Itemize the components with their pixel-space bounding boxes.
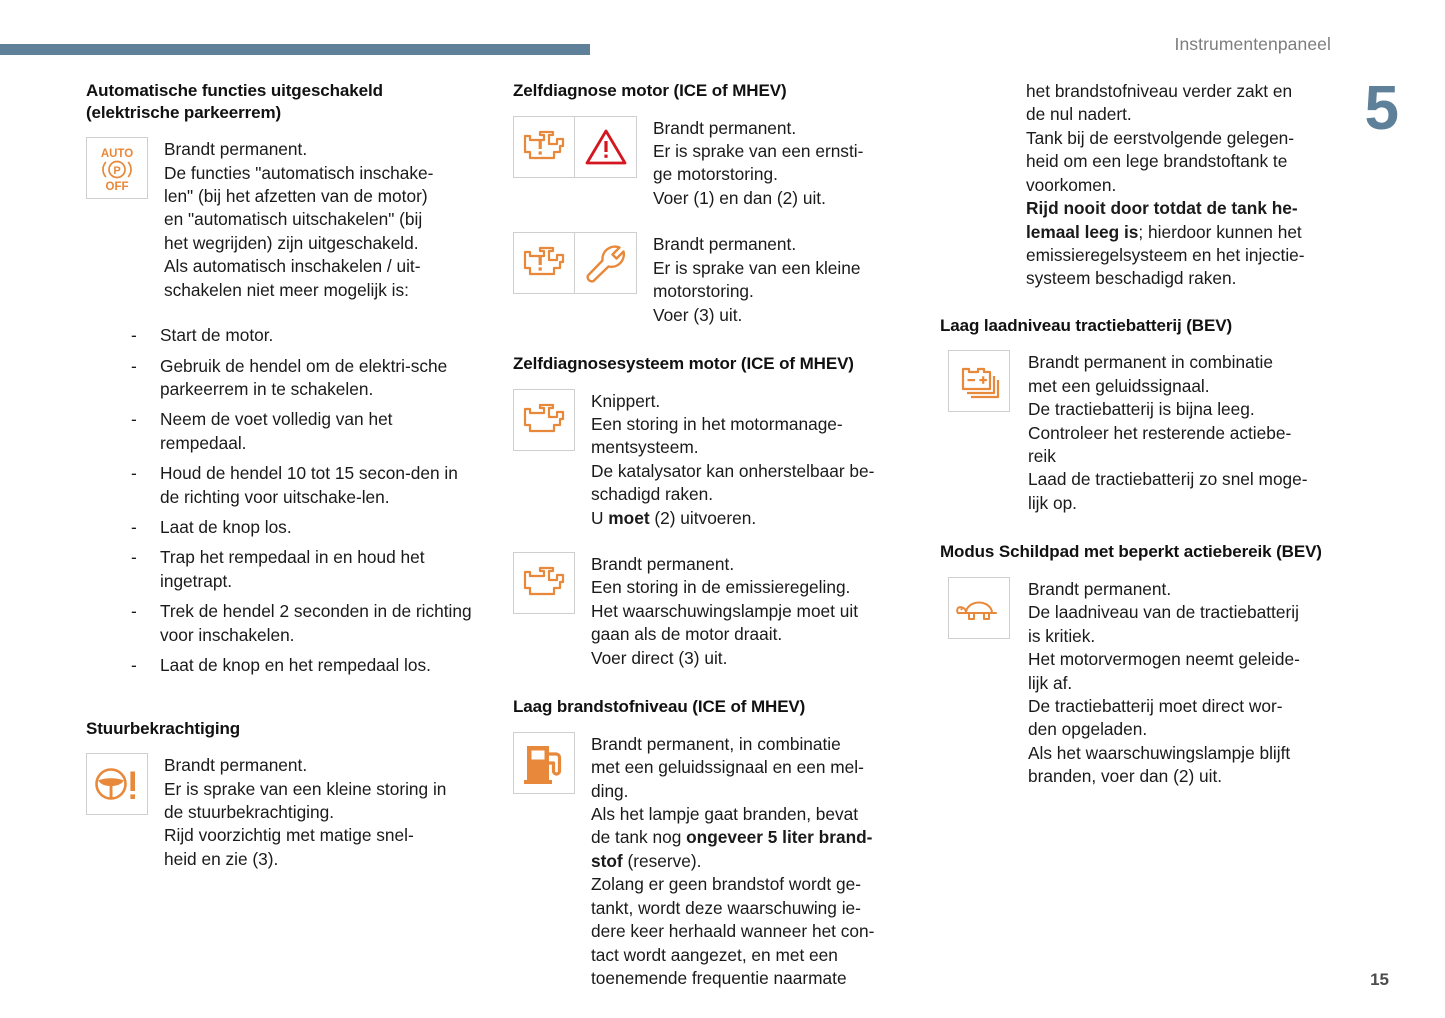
column-2 [513, 80, 903, 1016]
text-segment: de tank nog [591, 827, 687, 848]
list-marker: - [131, 655, 137, 676]
list-item-label: Neem de voet volledig van het rempedaal. [160, 409, 393, 453]
section-title [940, 541, 1330, 563]
list-item-label: Gebruik de hendel om de elektri-sche parkeerrem in te schakelen. [160, 355, 448, 399]
text-line: Het waarschuwingslampje moet uit [591, 600, 859, 621]
text-line: Brandt permanent in combinatie [1028, 352, 1273, 373]
text-line: het wegrijden) zijn uitgeschakeld. [164, 232, 419, 253]
text-line: De laadniveau van de tractiebatterij [1028, 602, 1299, 623]
emphasis-text: stof [591, 850, 623, 871]
text-line: toenemende frequentie naarmate [591, 967, 847, 988]
section-title [86, 718, 476, 740]
wrench-icon [575, 232, 637, 294]
section-engine-diagnosis-system [513, 353, 903, 670]
text-line: De functies "automatisch inschake- [164, 162, 434, 183]
list-item [131, 462, 476, 509]
list-item-label: Start de motor. [160, 325, 274, 346]
chapter-number: 5 [1364, 74, 1399, 143]
column-3 [940, 80, 1330, 1016]
emphasis-text: lemaal leeg is [1026, 221, 1139, 242]
text-line: ge motorstoring. [653, 164, 778, 185]
text-line: den opgeladen. [1028, 719, 1148, 740]
text-line: Laad de tractiebatterij zo snel moge- [1028, 469, 1308, 490]
list-marker: - [131, 355, 137, 376]
text-line: Brandt permanent, in combinatie [591, 733, 841, 754]
entry-text [164, 137, 476, 302]
text-line: de stuurbekrachtiging. [164, 802, 335, 823]
text-line: Het motorvermogen neemt geleide- [1028, 649, 1300, 670]
entry-text [653, 116, 903, 211]
text-line: Zolang er geen brandstof wordt ge- [591, 874, 861, 895]
engine-warning-icon [513, 232, 575, 294]
text-line: met een geluidssignaal en een mel- [591, 757, 864, 778]
turtle-icon [948, 577, 1010, 639]
list-item [131, 600, 476, 647]
text-line-with-emphasis [591, 507, 903, 530]
text-line: lijk af. [1028, 672, 1073, 693]
list-marker: - [131, 463, 137, 484]
icon-group [948, 577, 1010, 639]
text-line: emissieregelsysteem en het injectie- [1026, 244, 1305, 265]
text-line: lijk op. [1028, 492, 1077, 513]
section-power-steering [86, 718, 476, 872]
list-marker: - [131, 517, 137, 538]
entry-serious-engine-fault [513, 116, 903, 211]
text-line-with-emphasis [591, 850, 903, 873]
section-title-line-2: (BEV) [1276, 542, 1322, 562]
text-line: gaan als de motor draait. [591, 624, 783, 645]
section-title [513, 353, 903, 375]
list-item [131, 324, 476, 347]
list-item-label: Houd de hendel 10 tot 15 secon-den in de richting voor uitschake-len. [160, 463, 458, 507]
entry-text [164, 753, 476, 871]
text-line: systeem beschadigd raken. [1026, 268, 1237, 289]
text-line-with-emphasis [591, 826, 903, 849]
text-line: Er is sprake van een kleine [653, 257, 861, 278]
text-line: tankt, wordt deze waarschuwing ie- [591, 897, 861, 918]
icon-group [513, 116, 637, 178]
section-title-line-2: (elektrische parkeerrem) [86, 102, 282, 122]
engine-warning-icon [513, 116, 575, 178]
section-title [86, 80, 476, 123]
text-line: met een geluidssignaal. [1028, 375, 1210, 396]
emphasis-text: moet [608, 507, 650, 528]
text-line: Knippert. [591, 390, 661, 411]
text-line: dere keer herhaald wanneer het con- [591, 921, 875, 942]
entry-low-fuel [513, 732, 903, 991]
text-segment: (2) uitvoeren. [649, 507, 757, 528]
entry-engine-management-fault [513, 389, 903, 531]
list-marker: - [131, 409, 137, 430]
entry-turtle-mode [940, 577, 1330, 789]
section-title-line-1: Automatische functies uitgeschakeld [86, 81, 383, 100]
section-title-line-1: Zelfdiagnosesysteem motor (ICE of MHEV) [513, 353, 854, 373]
section-title [513, 80, 903, 102]
section-auto-functions-disabled [86, 80, 476, 678]
section-title [940, 315, 1330, 337]
text-line: len" (bij het afzetten van de motor) [164, 186, 428, 206]
list-item-label: Trek de hendel 2 seconden in de richting voor inschakelen. [160, 601, 472, 645]
icon-group [513, 732, 575, 794]
text-line: branden, voer dan (2) uit. [1028, 766, 1223, 787]
section-title-line-1: Stuurbekrachtiging [86, 718, 241, 738]
procedure-list [86, 324, 476, 677]
page-number: 15 [1370, 970, 1389, 989]
text-line: Er is sprake van een kleine storing in [164, 778, 447, 799]
text-line: reik [1028, 446, 1056, 467]
section-title-line-1: Laag laadniveau tractiebatterij (BEV) [940, 315, 1232, 335]
text-line: voorkomen. [1026, 174, 1117, 195]
entry-text [1028, 350, 1330, 515]
text-line: Controleer het resterende actiebe- [1028, 422, 1292, 443]
list-marker: - [131, 601, 137, 622]
section-title-line-1: Zelfdiagnose motor (ICE of MHEV) [513, 81, 787, 100]
section-title-line-1: Laag brandstofniveau (ICE of MHEV) [513, 697, 806, 717]
icon-group [513, 552, 575, 614]
icon-group [513, 389, 575, 451]
svg-text:AUTO: AUTO [100, 148, 134, 161]
emphasis-text: Rijd nooit door totdat de tank he- [1026, 198, 1298, 219]
warning-triangle-icon [575, 116, 637, 178]
text-line: mentsysteem. [591, 437, 699, 458]
list-item-label: Trap het rempedaal in en houd het ingetrapt. [160, 547, 425, 591]
text-line: Rijd voorzichtig met matige snel- [164, 825, 414, 846]
entry-text [591, 389, 903, 531]
section-low-fuel-level [513, 696, 903, 990]
text-line: De tractiebatterij moet direct wor- [1028, 696, 1283, 717]
list-item-label: Laat de knop en het rempedaal los. [160, 655, 431, 676]
list-item [131, 408, 476, 455]
engine-icon [513, 552, 575, 614]
text-line-with-emphasis [1026, 221, 1330, 244]
text-line: De tractiebatterij is bijna leeg. [1028, 399, 1255, 420]
text-line: Brandt permanent. [1028, 578, 1172, 599]
text-line: Brandt permanent. [653, 117, 797, 138]
icon-group [86, 137, 148, 199]
fuel-text-continuation [940, 80, 1330, 291]
list-marker: - [131, 325, 137, 346]
text-line: schakelen niet meer mogelijk is: [164, 279, 409, 300]
text-line: de nul nadert. [1026, 104, 1132, 125]
svg-text:P: P [113, 165, 121, 178]
page-columns [86, 80, 1331, 1016]
text-line: Als het waarschuwingslampje blijft [1028, 742, 1291, 763]
text-line: De katalysator kan onherstelbaar be- [591, 460, 875, 481]
text-segment: U [591, 507, 609, 528]
entry-emission-control-fault [513, 552, 903, 670]
text-line: Er is sprake van een ernsti- [653, 141, 864, 161]
header-accent-bar [0, 44, 590, 55]
list-item [131, 516, 476, 539]
text-line: heid en zie (3). [164, 848, 279, 869]
text-line: het brandstofniveau verder zakt en [1026, 81, 1293, 101]
list-item [131, 654, 476, 677]
traction-battery-icon [948, 350, 1010, 412]
list-item [131, 546, 476, 593]
text-line: Brandt permanent. [164, 139, 308, 160]
text-segment: (reserve). [622, 850, 702, 871]
auto-p-off-icon [86, 137, 148, 199]
entry-text [591, 552, 903, 670]
section-title [513, 696, 903, 718]
section-turtle-mode [940, 541, 1330, 788]
text-line: motorstoring. [653, 281, 754, 302]
emphasis-text: ongeveer 5 liter brand- [686, 827, 873, 848]
text-line: Voer (3) uit. [653, 304, 743, 325]
entry-low-traction-battery [940, 350, 1330, 515]
text-line: ding. [591, 780, 629, 801]
entry-text [653, 232, 903, 327]
fuel-pump-icon [513, 732, 575, 794]
text-line: Voer (1) en dan (2) uit. [653, 187, 826, 208]
text-line-with-emphasis [1026, 197, 1330, 220]
text-line: Als automatisch inschakelen / uit- [164, 256, 421, 277]
page-header-title: Instrumentenpaneel [1174, 34, 1331, 54]
text-line: Een storing in het motormanage- [591, 413, 843, 434]
section-title-line-1: Modus Schildpad met beperkt actiebereik [940, 542, 1272, 562]
entry-text [1028, 577, 1330, 789]
steering-wheel-warning-icon [86, 753, 148, 815]
text-segment: ; hierdoor kunnen het [1138, 221, 1302, 242]
text-line: schadigd raken. [591, 484, 714, 505]
svg-text:OFF: OFF [105, 181, 129, 194]
icon-group [513, 232, 637, 294]
list-marker: - [131, 547, 137, 568]
icon-group [86, 753, 148, 815]
text-line: Voer direct (3) uit. [591, 647, 728, 668]
entry-text [591, 732, 903, 991]
section-engine-self-diagnosis [513, 80, 903, 327]
text-line: Een storing in de emissieregeling. [591, 577, 851, 598]
entry-power-steering [86, 753, 476, 871]
text-line: heid om een lege brandstoftank te [1026, 151, 1288, 172]
text-line: Tank bij de eerstvolgende gelegen- [1026, 127, 1295, 148]
entry-minor-engine-fault [513, 232, 903, 327]
text-line: en "automatisch uitschakelen" (bij [164, 209, 423, 230]
column-1 [86, 80, 476, 1016]
text-line: Als het lampje gaat branden, bevat [591, 804, 859, 825]
section-low-traction-battery [940, 315, 1330, 516]
text-line: Brandt permanent. [653, 234, 797, 255]
list-item-label: Laat de knop los. [160, 517, 292, 538]
engine-icon [513, 389, 575, 451]
text-line: tact wordt aangezet, en met een [591, 944, 838, 965]
list-item [131, 355, 476, 402]
text-line: Brandt permanent. [164, 755, 308, 776]
entry-auto-p-off [86, 137, 476, 302]
icon-group [948, 350, 1010, 412]
text-line: is kritiek. [1028, 625, 1096, 646]
text-line: Brandt permanent. [591, 554, 735, 575]
